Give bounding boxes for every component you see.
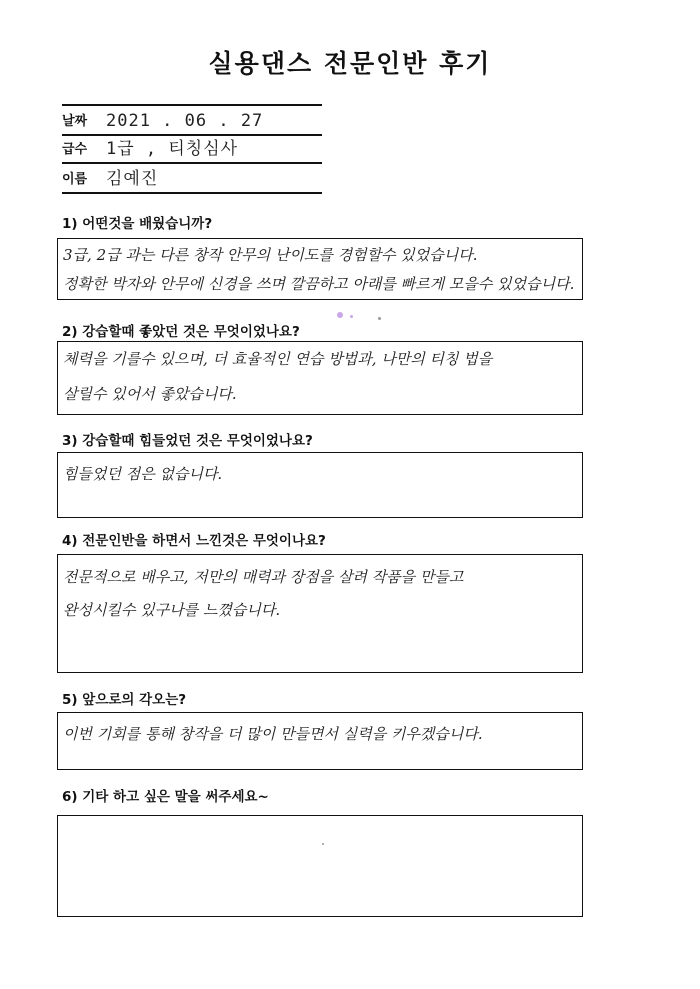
name-label: 이름 — [62, 172, 88, 187]
answer-4-line-1: 전문적으로 배우고, 저만의 매력과 장점을 살려 작품을 만들고 — [63, 568, 464, 586]
question-1-label: 1) 어떤것을 배웠습니까? — [62, 216, 213, 232]
ink-spot — [322, 843, 324, 845]
answer-2-line-2: 살릴수 있어서 좋았습니다. — [63, 385, 237, 403]
level-label: 급수 — [62, 142, 88, 157]
question-2-label: 2) 강습할때 좋았던 것은 무엇이었나요? — [62, 324, 300, 340]
answer-box-6 — [57, 815, 583, 917]
question-6-label: 6) 기타 하고 싶은 말을 써주세요~ — [62, 789, 269, 805]
answer-4-line-2: 완성시킬수 있구나를 느꼈습니다. — [63, 601, 281, 619]
info-row-level — [62, 134, 322, 164]
answer-2-line-1: 체력을 기를수 있으며, 더 효율적인 연습 방법과, 나만의 티칭 법을 — [63, 350, 493, 368]
answer-1-line-1: 3급, 2급 과는 다른 창작 안무의 난이도를 경험할수 있었습니다. — [63, 246, 478, 264]
ink-spot — [378, 317, 381, 320]
answer-3-line-1: 힘들었던 점은 없습니다. — [63, 465, 223, 483]
name-value: 김예진 — [106, 169, 159, 189]
question-5-label: 5) 앞으로의 각오는? — [62, 692, 187, 708]
info-row-date — [62, 104, 322, 136]
answer-1-line-2: 정확한 박자와 안무에 신경을 쓰며 깔끔하고 아래를 빠르게 모을수 있었습니다. — [63, 275, 575, 293]
date-value: 2021 . 06 . 27 — [106, 111, 264, 131]
question-3-label: 3) 강습할때 힘들었던 것은 무엇이었나요? — [62, 433, 313, 449]
ink-spot — [337, 312, 343, 318]
answer-5-line-1: 이번 기회를 통해 창작을 더 많이 만들면서 실력을 키우겠습니다. — [63, 725, 483, 743]
date-label: 날짜 — [62, 114, 88, 129]
level-value: 1급 , 티칭심사 — [106, 139, 239, 159]
info-row-name — [62, 164, 322, 194]
question-4-label: 4) 전문인반을 하면서 느낀것은 무엇이나요? — [62, 533, 326, 549]
ink-spot — [350, 315, 353, 318]
page-title: 실용댄스 전문인반 후기 — [208, 49, 492, 78]
